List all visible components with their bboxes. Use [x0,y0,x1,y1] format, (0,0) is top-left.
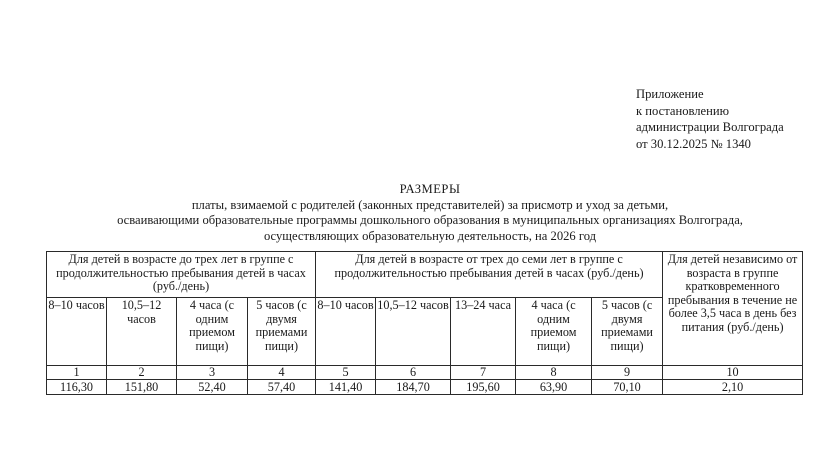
fee-value: 141,40 [316,380,376,395]
fees-table [46,251,803,395]
column-number: 4 [248,366,316,380]
appendix-line: администрации Волгограда [636,120,784,135]
group-header-short-stay: Для детей независимо от возраста в группе кратковременного пребывания в течение не более 3,5 часа в день без питания (руб./день) [663,252,803,366]
column-number: 6 [376,366,451,380]
heading-line: осуществляющих образовательную деятельность, на 2026 год [263,228,597,243]
column-number: 2 [107,366,177,380]
appendix-line: от 30.12.2025 № 1340 [636,136,751,151]
document-heading [40,182,820,244]
table-row [47,380,803,395]
fee-value: 184,70 [376,380,451,395]
sub-header-cell: 10,5–12 часов [107,298,177,366]
sub-header-cell: 5 часов (с двумя приемами пищи) [592,298,663,366]
fee-value: 2,10 [663,380,803,395]
column-number: 7 [451,366,516,380]
sub-header-cell: 8–10 часов [316,298,376,366]
table-row [47,366,803,380]
document-title: РАЗМЕРЫ [399,182,461,196]
column-number: 5 [316,366,376,380]
column-number: 9 [592,366,663,380]
fee-value: 70,10 [592,380,663,395]
fee-value: 52,40 [177,380,248,395]
fee-value: 57,40 [248,380,316,395]
fee-value: 151,80 [107,380,177,395]
sub-header-cell: 4 часа (с одним приемом пищи) [177,298,248,366]
sub-header-cell: 4 часа (с одним приемом пищи) [516,298,592,366]
appendix-line: к постановлению [636,103,730,118]
sub-header-cell: 5 часов (с двумя приемами пищи) [248,298,316,366]
group-header-under-three: Для детей в возрасте до трех лет в группе с продолжительностью пребывания детей в часах (руб./день) [47,252,316,298]
fee-value: 63,90 [516,380,592,395]
sub-header-cell: 13–24 часа [451,298,516,366]
column-number: 1 [47,366,107,380]
sub-header-cell: 8–10 часов [47,298,107,366]
column-number: 3 [177,366,248,380]
table-row [47,252,803,298]
heading-line: осваивающими образовательные программы дошкольного образования в муниципальных организациях Волгограда, [117,213,743,228]
appendix-line: Приложение [636,87,704,101]
sub-header-cell: 10,5–12 часов [376,298,451,366]
column-number: 8 [516,366,592,380]
appendix-block [636,86,784,152]
heading-line: платы, взимаемой с родителей (законных представителей) за присмотр и уход за детьми, [191,197,669,212]
group-header-three-to-seven: Для детей в возрасте от трех до семи лет в группе с продолжительностью пребывания детей в часах (руб./день) [316,252,663,298]
fee-value: 116,30 [47,380,107,395]
column-number: 10 [663,366,803,380]
fee-value: 195,60 [451,380,516,395]
